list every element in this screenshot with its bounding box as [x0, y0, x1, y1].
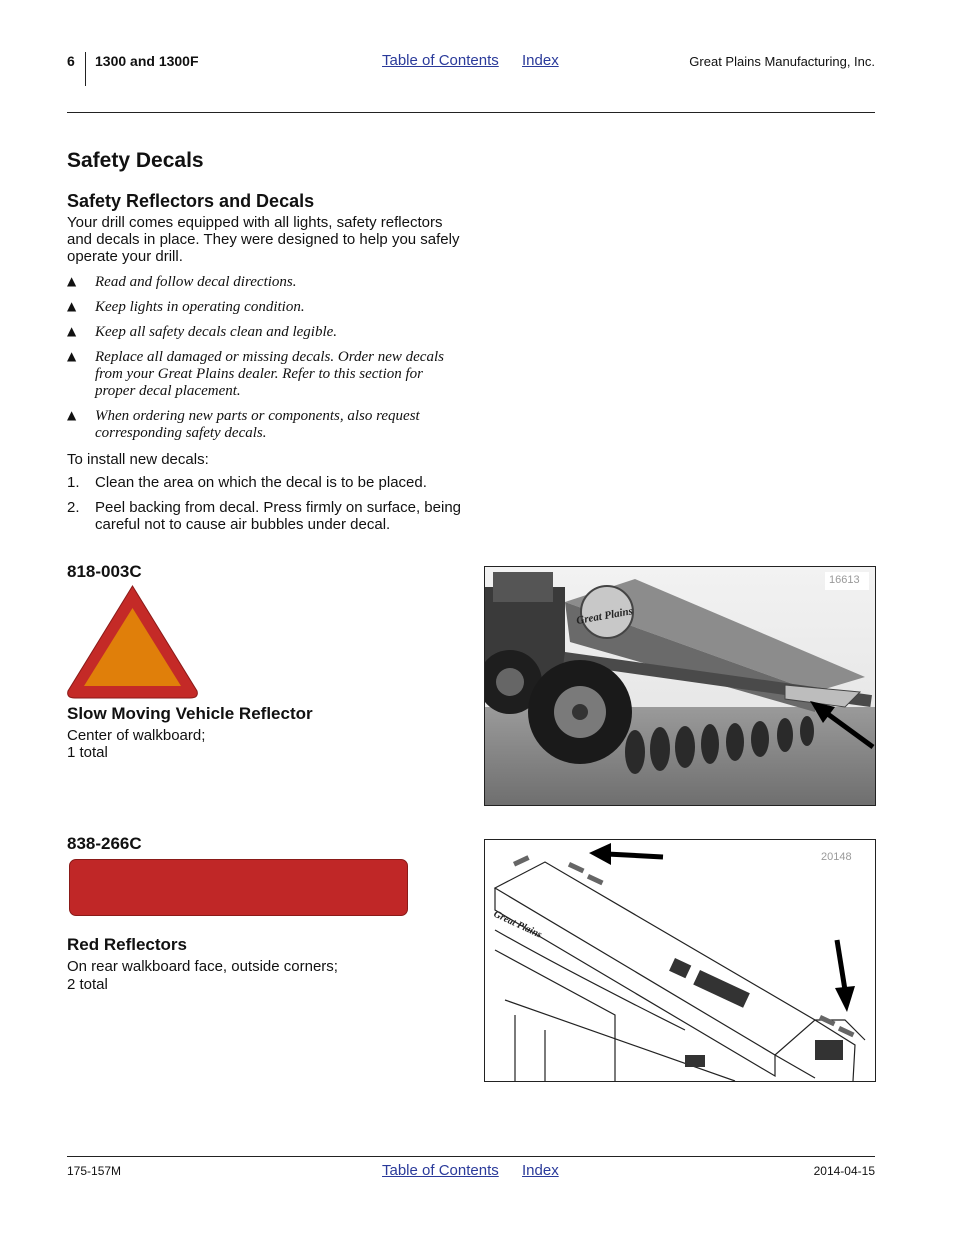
list-item	[67, 349, 462, 400]
step-1	[67, 474, 462, 491]
smv-reflector-decal	[66, 584, 199, 700]
footer-index-link[interactable]: Index	[522, 1162, 559, 1179]
company-name: Great Plains Manufacturing, Inc.	[689, 54, 875, 69]
decal-name: Red Reflectors	[67, 935, 187, 954]
section-title: Safety Decals	[67, 149, 204, 172]
doc-number: 175-157M	[67, 1164, 122, 1178]
drill-photo-figure	[484, 566, 876, 806]
list-item	[67, 274, 462, 291]
decal-location: Center of walkboard;	[67, 727, 206, 744]
walkboard-drawing	[485, 840, 875, 1081]
decal-count: 1 total	[67, 744, 108, 761]
header-rule	[67, 112, 875, 113]
section-subtitle: Safety Reflectors and Decals	[67, 191, 315, 211]
bullet-text: Keep all safety decals clean and legible.	[95, 324, 338, 340]
warning-triangle-icon: ▲	[67, 274, 77, 288]
list-item	[67, 408, 462, 442]
doc-date: 2014-04-15	[813, 1164, 875, 1178]
intro-text: Your drill comes equipped with all lights, safety reflectors and decals in place. They were designed to help you safely operate your drill.	[67, 214, 460, 265]
drill-photo	[485, 567, 875, 805]
step-number: 2.	[67, 499, 80, 516]
decal-part-number: 818-003C	[67, 562, 142, 581]
red-reflector-decal	[69, 859, 408, 916]
warning-triangle-icon: ▲	[67, 324, 77, 338]
header-divider	[85, 52, 86, 86]
bullet-list	[67, 274, 462, 442]
walkboard-drawing-figure	[484, 839, 876, 1082]
figure-number: 20148	[821, 851, 852, 863]
page-number: 6	[67, 53, 75, 69]
bullet-text: When ordering new parts or components, also request corresponding safety decals.	[95, 408, 420, 441]
decal-count: 2 total	[67, 976, 108, 993]
decal-part-number: 838-266C	[67, 834, 142, 853]
drawing-brand-text: Great Plains	[491, 908, 544, 941]
model-title: 1300 and 1300F	[95, 53, 199, 69]
step-2	[67, 499, 462, 533]
step-text: Clean the area on which the decal is to be placed.	[95, 474, 427, 491]
warning-triangle-icon: ▲	[67, 408, 77, 422]
decal-location: On rear walkboard face, outside corners;	[67, 958, 338, 975]
list-item	[67, 324, 462, 341]
warning-triangle-icon: ▲	[67, 349, 77, 363]
warning-triangle-icon: ▲	[67, 299, 77, 313]
footer-toc-link[interactable]: Table of Contents	[382, 1162, 499, 1179]
step-number: 1.	[67, 474, 80, 491]
index-link[interactable]: Index	[522, 52, 559, 69]
photo-brand-text: Great Plains	[575, 605, 634, 627]
bullet-text: Keep lights in operating condition.	[95, 299, 305, 315]
footer-rule	[67, 1156, 875, 1157]
decal-name: Slow Moving Vehicle Reflector	[67, 704, 313, 723]
toc-link[interactable]: Table of Contents	[382, 52, 499, 69]
install-intro: To install new decals:	[67, 451, 209, 468]
figure-number: 16613	[829, 574, 860, 586]
list-item	[67, 299, 462, 316]
bullet-text: Read and follow decal directions.	[95, 274, 297, 290]
step-text: Peel backing from decal. Press firmly on surface, being careful not to cause air bubbles under decal.	[95, 499, 461, 533]
bullet-text: Replace all damaged or missing decals. Order new decals from your Great Plains dealer. Refer to this section for proper decal placement.	[95, 349, 444, 399]
